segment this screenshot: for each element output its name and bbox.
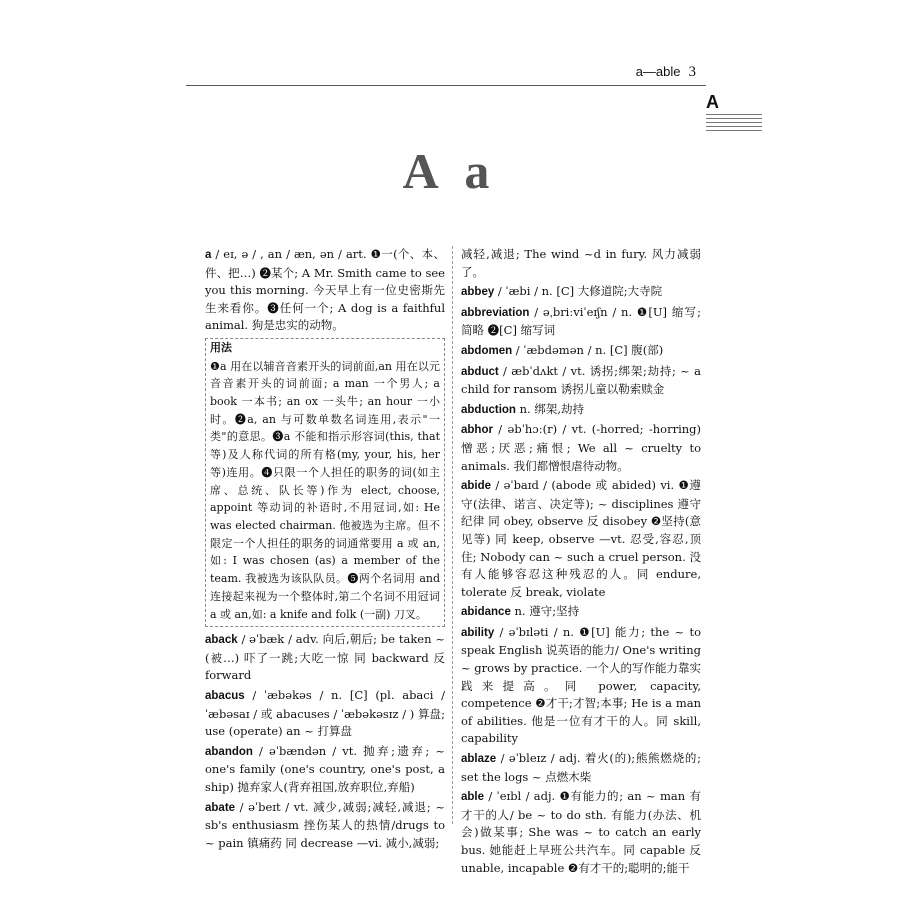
headword: abandon: [205, 745, 253, 758]
headword: abidance: [461, 606, 511, 619]
entry-abacus: [205, 687, 445, 741]
entry-ability: [461, 624, 701, 748]
definition: / əˌbriːviˈeɪʃn / n. ❶[U] 缩写; 简略 ❷[C] 缩写词: [461, 304, 701, 338]
headword: a: [205, 249, 212, 261]
entry-able: [461, 788, 701, 877]
definition: / eɪ, ə / , an / æn, ən / art. ❶一(个、本、件、把…) ❷某个; A Mr. Smith came to see you this morning. 今天早上有一位史密斯先生来看你。❸任何一个; A dog is a faithful animal. 狗是忠实的动物。: [205, 247, 445, 333]
entry-abandon: [205, 743, 445, 797]
header-rule: [186, 85, 706, 86]
left-column: [205, 246, 445, 854]
page-number: 3: [688, 64, 696, 80]
headword: ablaze: [461, 753, 497, 766]
definition: n. 遵守;坚持: [510, 604, 580, 619]
definition: 减轻,减退; The wind ~d in fury. 风力减弱了。: [461, 247, 701, 279]
headword: abhor: [461, 424, 493, 437]
headword: able: [461, 791, 485, 804]
thumb-index-letter: A: [706, 92, 719, 112]
definition: n. 绑架,劫持: [515, 401, 584, 416]
definition: / əˈbleɪz / adj. 着火(的);熊熊燃烧的; set the logs ~ 点燃木柴: [461, 751, 701, 784]
definition: / əˈbændən / vt. 抛弃;遗弃; ~ one's family (one's country, one's post, a ship) 抛弃家人(背弃祖国,放弃职位,弃船): [205, 743, 445, 794]
headword: abacus: [205, 690, 245, 702]
headword: abate: [205, 801, 236, 814]
definition: / əbˈhɔː(r) / vt. (-horred; -horring) 憎恶;厌恶;痛恨; We all ~ cruelty to animals. 我们都憎恨虐待动物。: [461, 422, 701, 473]
headword: abbreviation: [461, 306, 530, 319]
definition: / əˈbæk / adv. 向后,朝后; be taken ~ (被…) 吓了一跳;大吃一惊 同 backward 反 forward: [205, 632, 445, 683]
headword: abide: [461, 480, 492, 493]
running-head-range: a—able: [635, 64, 681, 79]
definition: / əˈbeɪt / vt. 减少,减弱;减轻,减退; ~ sb's enthusiasm 挫伤某人的热情/drugs to ~ pain 镇痛药 同 decrease —vi. 减小,减弱;: [205, 799, 445, 850]
entry-ablaze: [461, 750, 701, 786]
entry-abidance: [461, 603, 701, 622]
entry-abhor: [461, 421, 701, 475]
usage-note-text: ❶a 用在以辅音音素开头的词前面,an 用在以元音音素开头的词前面; a man 一个男人; a book 一本书; an ox 一头牛; an hour 一小时。❷a, an 与可数单数名词连用,表示"一类"的意思。❸a 不能和指示形容词(this, that 等)及人称代词的所有格(my, your, his, her 等)连用。❹只限一个人担任的职务的词(如主席、总统、队长等)作为 elect, choose, appoint 等动词的补语时,不用冠词,如: He was elected chairman. 他被选为主席。但不限定一个人担任的职务的词通常要用 a 或 an,如: I was chosen (as) a member of the team. 我被选为该队队员。❺两个名词用 and 连接起来视为一个整体时,第二个名词不用冠词 a 或 an,如: a knife and folk (一副) 刀叉。: [210, 359, 440, 621]
headword: abduct: [461, 365, 499, 378]
column-divider: [452, 246, 453, 824]
running-head: [600, 64, 696, 81]
entry-abduct: [461, 363, 701, 399]
headword: abdomen: [461, 344, 513, 357]
usage-note-title: 用法: [210, 341, 232, 354]
entry-abdomen: [461, 342, 701, 361]
headword: ability: [461, 626, 495, 639]
entry-abate-continued: [461, 246, 701, 281]
entry-abbreviation: [461, 304, 701, 340]
definition: / əˈbaɪd / (abode 或 abided) vi. ❶遵守(法律、诺言、决定等); ~ disciplines 遵守纪律 同 obey, observe 反 disobey ❷坚持(意见等) 同 keep, observe —vt. 忍受,容忍,顶住; Nobody can ~ such a cruel person. 没有人能够容忍这种残忍的人。同 endure, tolerate 反 break, violate: [461, 478, 701, 599]
usage-note-box: [205, 338, 445, 627]
entry-abate: [205, 799, 445, 853]
headword: aback: [205, 634, 238, 647]
entry-abbey: [461, 283, 701, 302]
entry-abide: [461, 477, 701, 601]
right-column: [461, 246, 701, 879]
definition: / æbˈdʌkt / vt. 诱拐;绑架;劫持; ~ a child for ransom 诱拐儿童以勒索赎金: [461, 363, 701, 397]
headword: abduction: [461, 403, 516, 416]
thumb-index-lines: [706, 114, 762, 134]
entry-a: [205, 246, 445, 335]
definition: / əˈbɪləti / n. ❶[U] 能力; the ~ to speak English 说英语的能力/ One's writing ~ grows by practice. 一个人的写作能力靠实践来提高。同 power, capacity, competence ❷才干;才智;本事; He is a man of abilities. 他是一位有才干的人。同 skill, capability: [461, 624, 702, 746]
entry-aback: [205, 631, 445, 685]
entry-abduction: [461, 401, 701, 420]
definition: / ˈæbi / n. [C] 大修道院;大寺院: [494, 284, 663, 299]
section-letter: A a: [402, 143, 498, 199]
definition: / ˈæbdəmən / n. [C] 腹(部): [512, 342, 664, 357]
definition: / ˈæbəkəs / n. [C] (pl. abaci / ˈæbəsaɪ / 或 abacuses / ˈæbəkəsɪz / ) 算盘; use (operate) an ~ 打算盘: [205, 688, 445, 739]
definition: / ˈeɪbl / adj. ❶有能力的; an ~ man 有才干的人/ be ~ to do sth. 有能力(办法、机会)做某事; She was ~ to catch an early bus. 她能赶上早班公共汽车。同 capable 反 unable, incapable ❷有才干的;聪明的;能干: [461, 789, 701, 875]
headword: abbey: [461, 286, 495, 299]
